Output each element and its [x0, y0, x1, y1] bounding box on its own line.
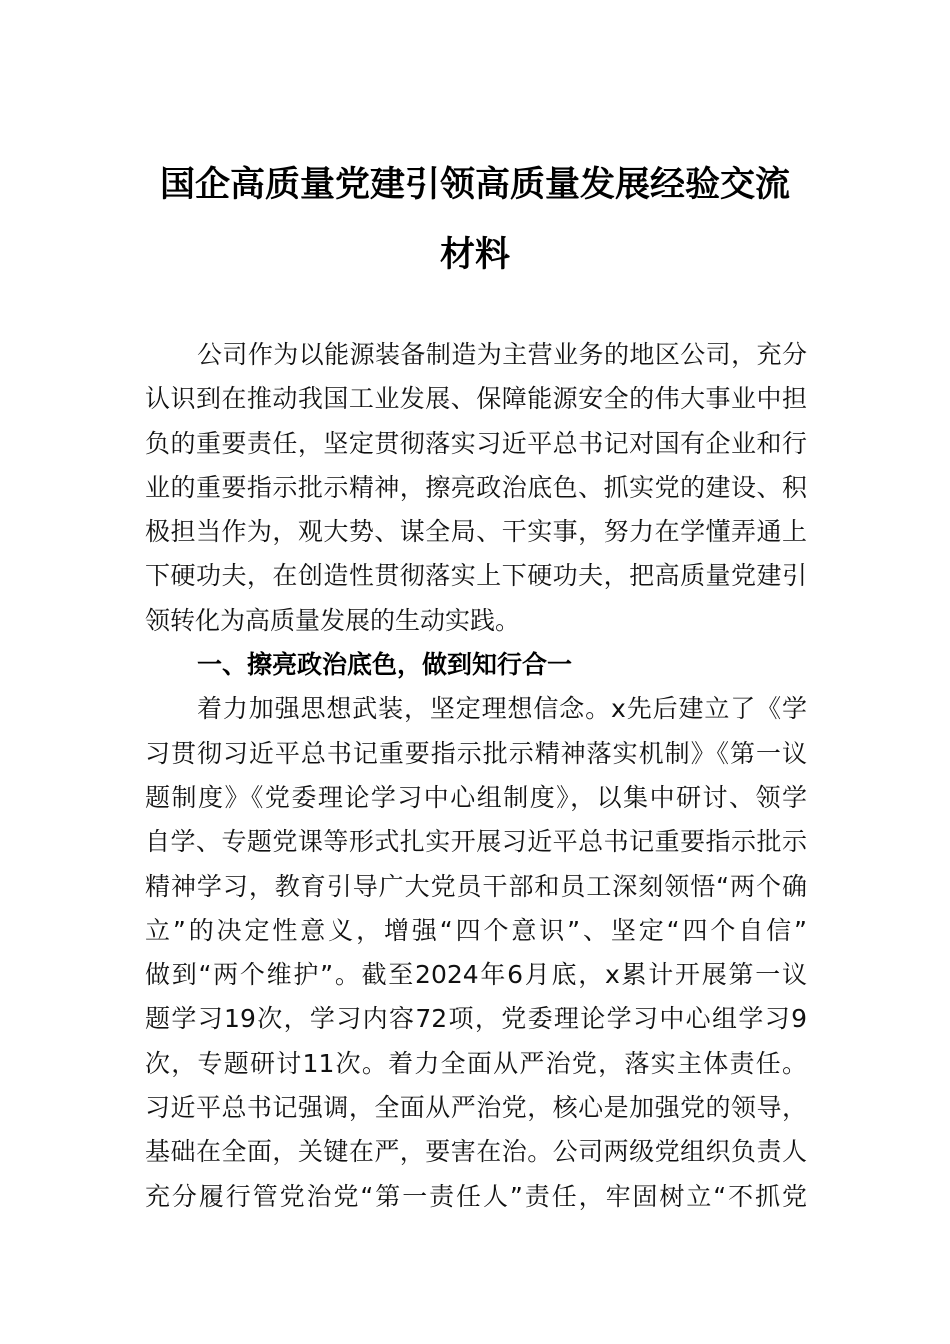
paragraph-line: 负的重要责任，坚定贯彻落实习近平总书记对国有企业和行 [145, 428, 807, 458]
paragraph-line: 公司作为以能源装备制造为主营业务的地区公司，充分 [197, 340, 807, 369]
paragraph-line: 极担当作为，观大势、谋全局、干实事，努力在学懂弄通上 [145, 517, 807, 547]
paragraph-line: 自学、专题党课等形式扎实开展习近平总书记重要指示批示 [145, 827, 807, 857]
paragraph-line: 做到“两个维护”。截至2024年6月底，x累计开展第一议 [145, 960, 807, 990]
paragraph-line: 基础在全面，关键在严，要害在治。公司两级党组织负责人 [145, 1137, 807, 1167]
paragraph-line: 题学习19次，学习内容72项，党委理论学习中心组学习9 [145, 1004, 807, 1034]
paragraph-line: 习近平总书记强调，全面从严治党，核心是加强党的领导， [145, 1093, 807, 1123]
document-title-line-1: 国企高质量党建引领高质量发展经验交流 [159, 164, 790, 205]
paragraph-line: 充分履行管党治党“第一责任人”责任，牢固树立“不抓党 [145, 1181, 807, 1211]
paragraph-line: 着力加强思想武装，坚定理想信念。x先后建立了《学 [197, 694, 807, 724]
paragraph-line: 次，专题研讨11次。着力全面从严治党，落实主体责任。 [145, 1048, 807, 1078]
paragraph-line: 题制度》《党委理论学习中心组制度》，以集中研讨、领学 [145, 782, 807, 812]
document-body [145, 333, 807, 1219]
paragraph-line: 立”的决定性意义，增强“四个意识”、坚定“四个自信” [145, 915, 807, 945]
paragraph-line: 习贯彻习近平总书记重要指示批示精神落实机制》《第一议 [145, 738, 807, 768]
paragraph-line: 领转化为高质量发展的生动实践。 [145, 605, 521, 635]
section-heading: 一、擦亮政治底色，做到知行合一 [197, 650, 573, 680]
paragraph-line: 精神学习，教育引导广大党员干部和员工深刻领悟“两个确 [145, 871, 807, 901]
paragraph-line: 业的重要指示批示精神，擦亮政治底色、抓实党的建设、积 [145, 472, 807, 502]
paragraph-line: 认识到在推动我国工业发展、保障能源安全的伟大事业中担 [145, 384, 807, 414]
paragraph-line: 下硬功夫，在创造性贯彻落实上下硬功夫，把高质量党建引 [145, 561, 807, 591]
document-title-line-2: 材料 [439, 234, 510, 275]
